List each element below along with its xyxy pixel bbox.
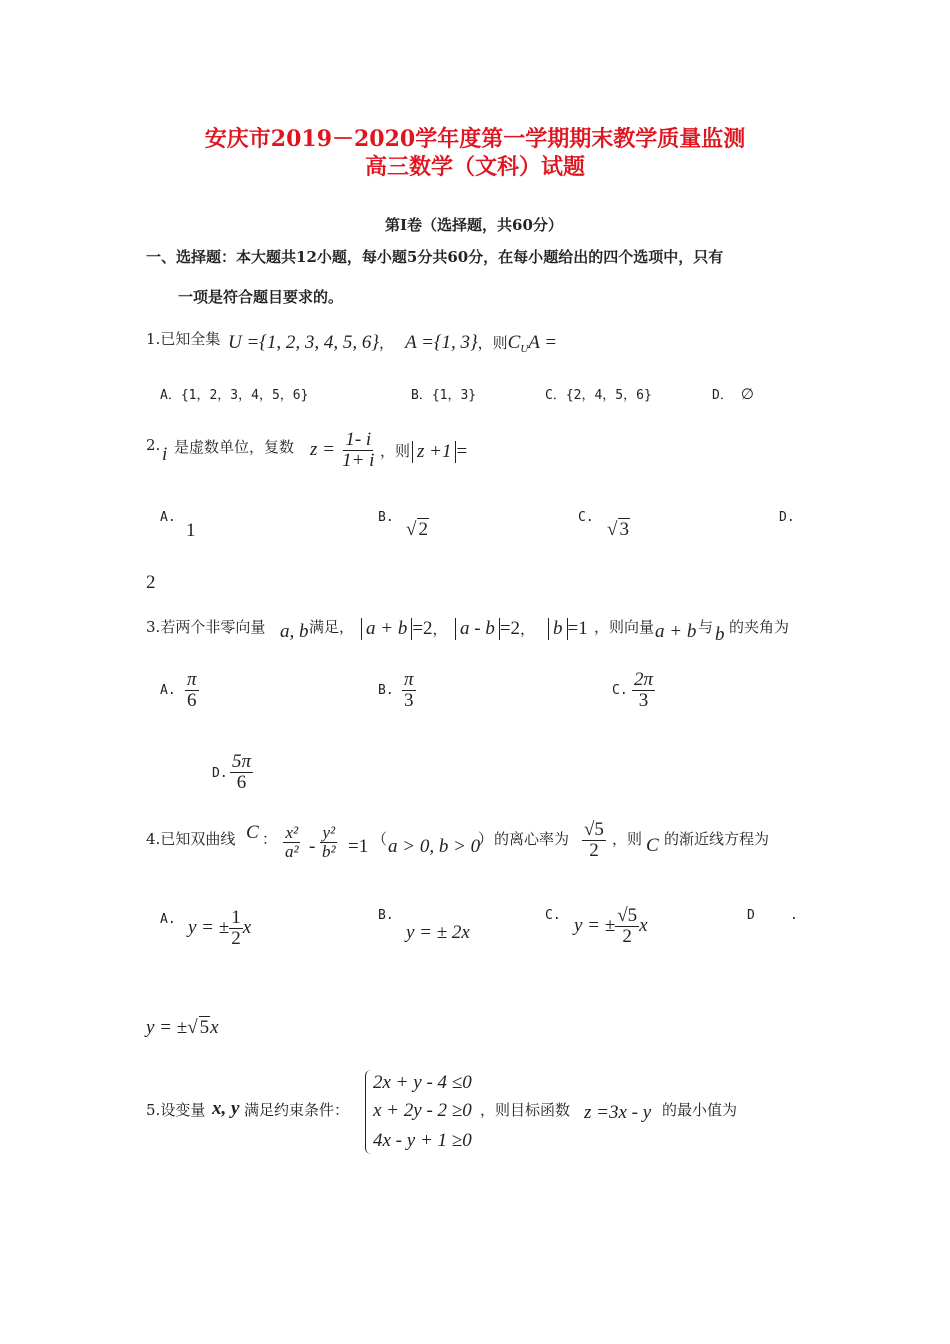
- question-text: 已知双曲线: [160, 830, 236, 848]
- modulus-expr: z +1: [412, 441, 456, 463]
- option-a-label[interactable]: A.: [160, 912, 176, 927]
- minus: -: [309, 836, 316, 857]
- numerator: √5: [584, 819, 604, 840]
- option-b[interactable]: B．{1，3}: [411, 388, 477, 403]
- vector-sum: a + b: [655, 621, 697, 642]
- x-term-fraction: [283, 824, 301, 861]
- condition-2-expr: a - b: [455, 618, 500, 640]
- question-text-2: 满足约束条件：: [244, 1101, 350, 1119]
- option-b-label[interactable]: B.: [378, 510, 394, 525]
- denominator: 2: [589, 839, 599, 861]
- question-text-2: 的离心率为: [494, 830, 570, 848]
- denominator: 6: [187, 689, 197, 711]
- question-text: 设变量: [160, 1101, 206, 1119]
- equals-one: =1: [348, 836, 369, 857]
- vector-b: b: [715, 624, 725, 645]
- section-heading: 第Ⅰ卷（选择题，共60分）: [385, 216, 563, 234]
- question-number: 1.: [146, 330, 161, 348]
- objective-function: z =3x - y: [584, 1102, 652, 1123]
- option-a-label[interactable]: A.: [160, 683, 176, 698]
- option-c-label[interactable]: C.: [612, 683, 628, 698]
- question-text: 已知全集: [160, 330, 221, 348]
- condition-2-value: =2: [499, 618, 521, 639]
- option-d-label[interactable]: D.: [212, 766, 228, 781]
- option-b-value: √ 2: [406, 519, 428, 540]
- radicand: 3: [619, 519, 629, 540]
- option-d-value: y = ±√ 5x: [146, 1017, 219, 1038]
- numerator: x²: [285, 823, 299, 842]
- numerator: 1: [231, 907, 241, 928]
- condition-1-expr: a + b: [361, 618, 412, 640]
- constraint-3: 4x - y + 1 ≥0: [373, 1130, 472, 1151]
- constraint-2: x + 2y - 2 ≥0: [373, 1100, 472, 1121]
- page-title-line1: 安庆市2019－2020学年度第一学期期末教学质量监测: [204, 126, 746, 152]
- condition: a > 0, b > 0: [388, 836, 481, 857]
- question-number: 4.: [146, 830, 161, 848]
- colon: ：: [262, 830, 278, 848]
- radicand: 5: [199, 1017, 210, 1038]
- question-text-5: 的夹角为: [729, 618, 790, 636]
- complement-subscript: U: [520, 343, 529, 356]
- option-c-fraction: [615, 906, 639, 947]
- option-d-label[interactable]: D: [747, 908, 755, 923]
- option-c[interactable]: C．{2，4，5，6}: [545, 388, 652, 403]
- option-a-label[interactable]: A.: [160, 510, 176, 525]
- option-d-fraction: [230, 752, 253, 793]
- question-text-2: 满足，: [309, 618, 355, 636]
- option-c-label[interactable]: C.: [578, 510, 594, 525]
- question-text-2: ，则: [380, 442, 411, 460]
- punct: ，: [379, 334, 395, 352]
- option-d-value: 2: [146, 572, 156, 593]
- complex-fraction: [340, 430, 376, 471]
- numerator: π: [404, 669, 414, 690]
- numerator: 2π: [634, 669, 654, 690]
- numerator: √5: [617, 905, 638, 926]
- denominator: 3: [404, 689, 414, 711]
- numerator: y²: [322, 823, 336, 842]
- instructions-line1: 一、选择题：本大题共12小题，每小题5分共60分，在每小题给出的四个选项中，只有: [146, 248, 724, 266]
- punct: ，则: [477, 334, 508, 352]
- system-brace: [365, 1070, 372, 1154]
- numerator: π: [187, 669, 197, 690]
- option-a-fraction: [229, 908, 243, 949]
- complement-symbol: C: [507, 332, 521, 353]
- option-d-label[interactable]: D.: [779, 510, 795, 525]
- instructions-line2: 一项是符合题目要求的。: [178, 288, 344, 306]
- option-a-fraction: [185, 670, 199, 711]
- option-b-fraction: [402, 670, 416, 711]
- option-d[interactable]: [712, 384, 754, 404]
- condition-3-value: =1: [567, 618, 588, 639]
- question-text-4: 与: [698, 618, 714, 636]
- radicand: 2: [418, 519, 428, 540]
- set-a: A ={1, 3}: [405, 332, 478, 353]
- option-b-value: y = ± 2x: [406, 922, 470, 943]
- condition-3-expr: b: [548, 618, 568, 640]
- option-a-value: 1: [186, 520, 196, 541]
- question-text: 若两个非零向量: [160, 618, 266, 636]
- denominator: 2: [622, 925, 632, 947]
- page-title-line2: 高三数学（文科）试题: [364, 154, 585, 180]
- paren-close: ）: [478, 830, 494, 848]
- option-d-label: D．: [712, 388, 733, 403]
- question-text-4: 的渐近线方程为: [664, 830, 770, 848]
- question-number: 3.: [146, 618, 161, 636]
- constraint-1: 2x + y - 4 ≤0: [373, 1072, 472, 1093]
- equals: =: [456, 441, 468, 462]
- option-d-dot: .: [790, 908, 798, 923]
- hyperbola-label-2: C: [646, 835, 659, 856]
- question-text-3: ，则目标函数: [480, 1101, 571, 1119]
- question-text-4: 的最小值为: [662, 1101, 738, 1119]
- denominator: a²: [285, 841, 299, 861]
- numerator: 1- i: [345, 429, 372, 450]
- z-equals: z =: [310, 438, 335, 460]
- denominator: 3: [638, 689, 649, 711]
- question-number: 5.: [146, 1101, 161, 1119]
- empty-set-symbol: ∅: [740, 387, 754, 403]
- vectors: a, b: [280, 621, 309, 642]
- y-term-fraction: [320, 824, 338, 861]
- option-b-label[interactable]: B.: [378, 908, 394, 923]
- option-c-fraction: [632, 670, 655, 711]
- question-text: 是虚数单位，复数: [174, 438, 295, 456]
- numerator: 5π: [232, 751, 252, 772]
- option-c-value: [574, 906, 648, 947]
- variables: x, y: [212, 1098, 240, 1119]
- denominator: b²: [322, 841, 336, 861]
- denominator: 2: [231, 927, 241, 949]
- option-c-suffix: x: [639, 914, 648, 936]
- imaginary-unit: i: [162, 444, 168, 465]
- universal-set: U ={1, 2, 3, 4, 5, 6}: [228, 332, 379, 353]
- option-a-suffix: x: [242, 916, 252, 938]
- paren-open: （: [372, 830, 388, 848]
- denominator: 6: [236, 771, 247, 793]
- option-c-prefix: y = ±: [574, 914, 616, 936]
- option-b-label[interactable]: B.: [378, 683, 394, 698]
- option-a-value: [188, 908, 251, 949]
- question-number: 2.: [146, 436, 161, 454]
- option-a-prefix: y = ±: [188, 916, 230, 938]
- option-c-value: √ 3: [607, 519, 629, 540]
- option-d-suffix: x: [210, 1017, 219, 1038]
- question-text-3: ，则: [612, 830, 643, 848]
- condition-1-value: =2: [412, 618, 433, 639]
- question-text-3: ，则向量: [594, 618, 655, 636]
- option-d-prefix: y = ±: [146, 1017, 188, 1038]
- eccentricity-fraction: [582, 820, 606, 861]
- complement-expr: A =: [528, 332, 558, 353]
- option-c-label[interactable]: C.: [545, 908, 561, 923]
- hyperbola-label: C: [246, 822, 259, 843]
- denominator: 1+ i: [342, 449, 375, 471]
- option-a[interactable]: A．{1，2，3，4，5，6}: [160, 388, 309, 403]
